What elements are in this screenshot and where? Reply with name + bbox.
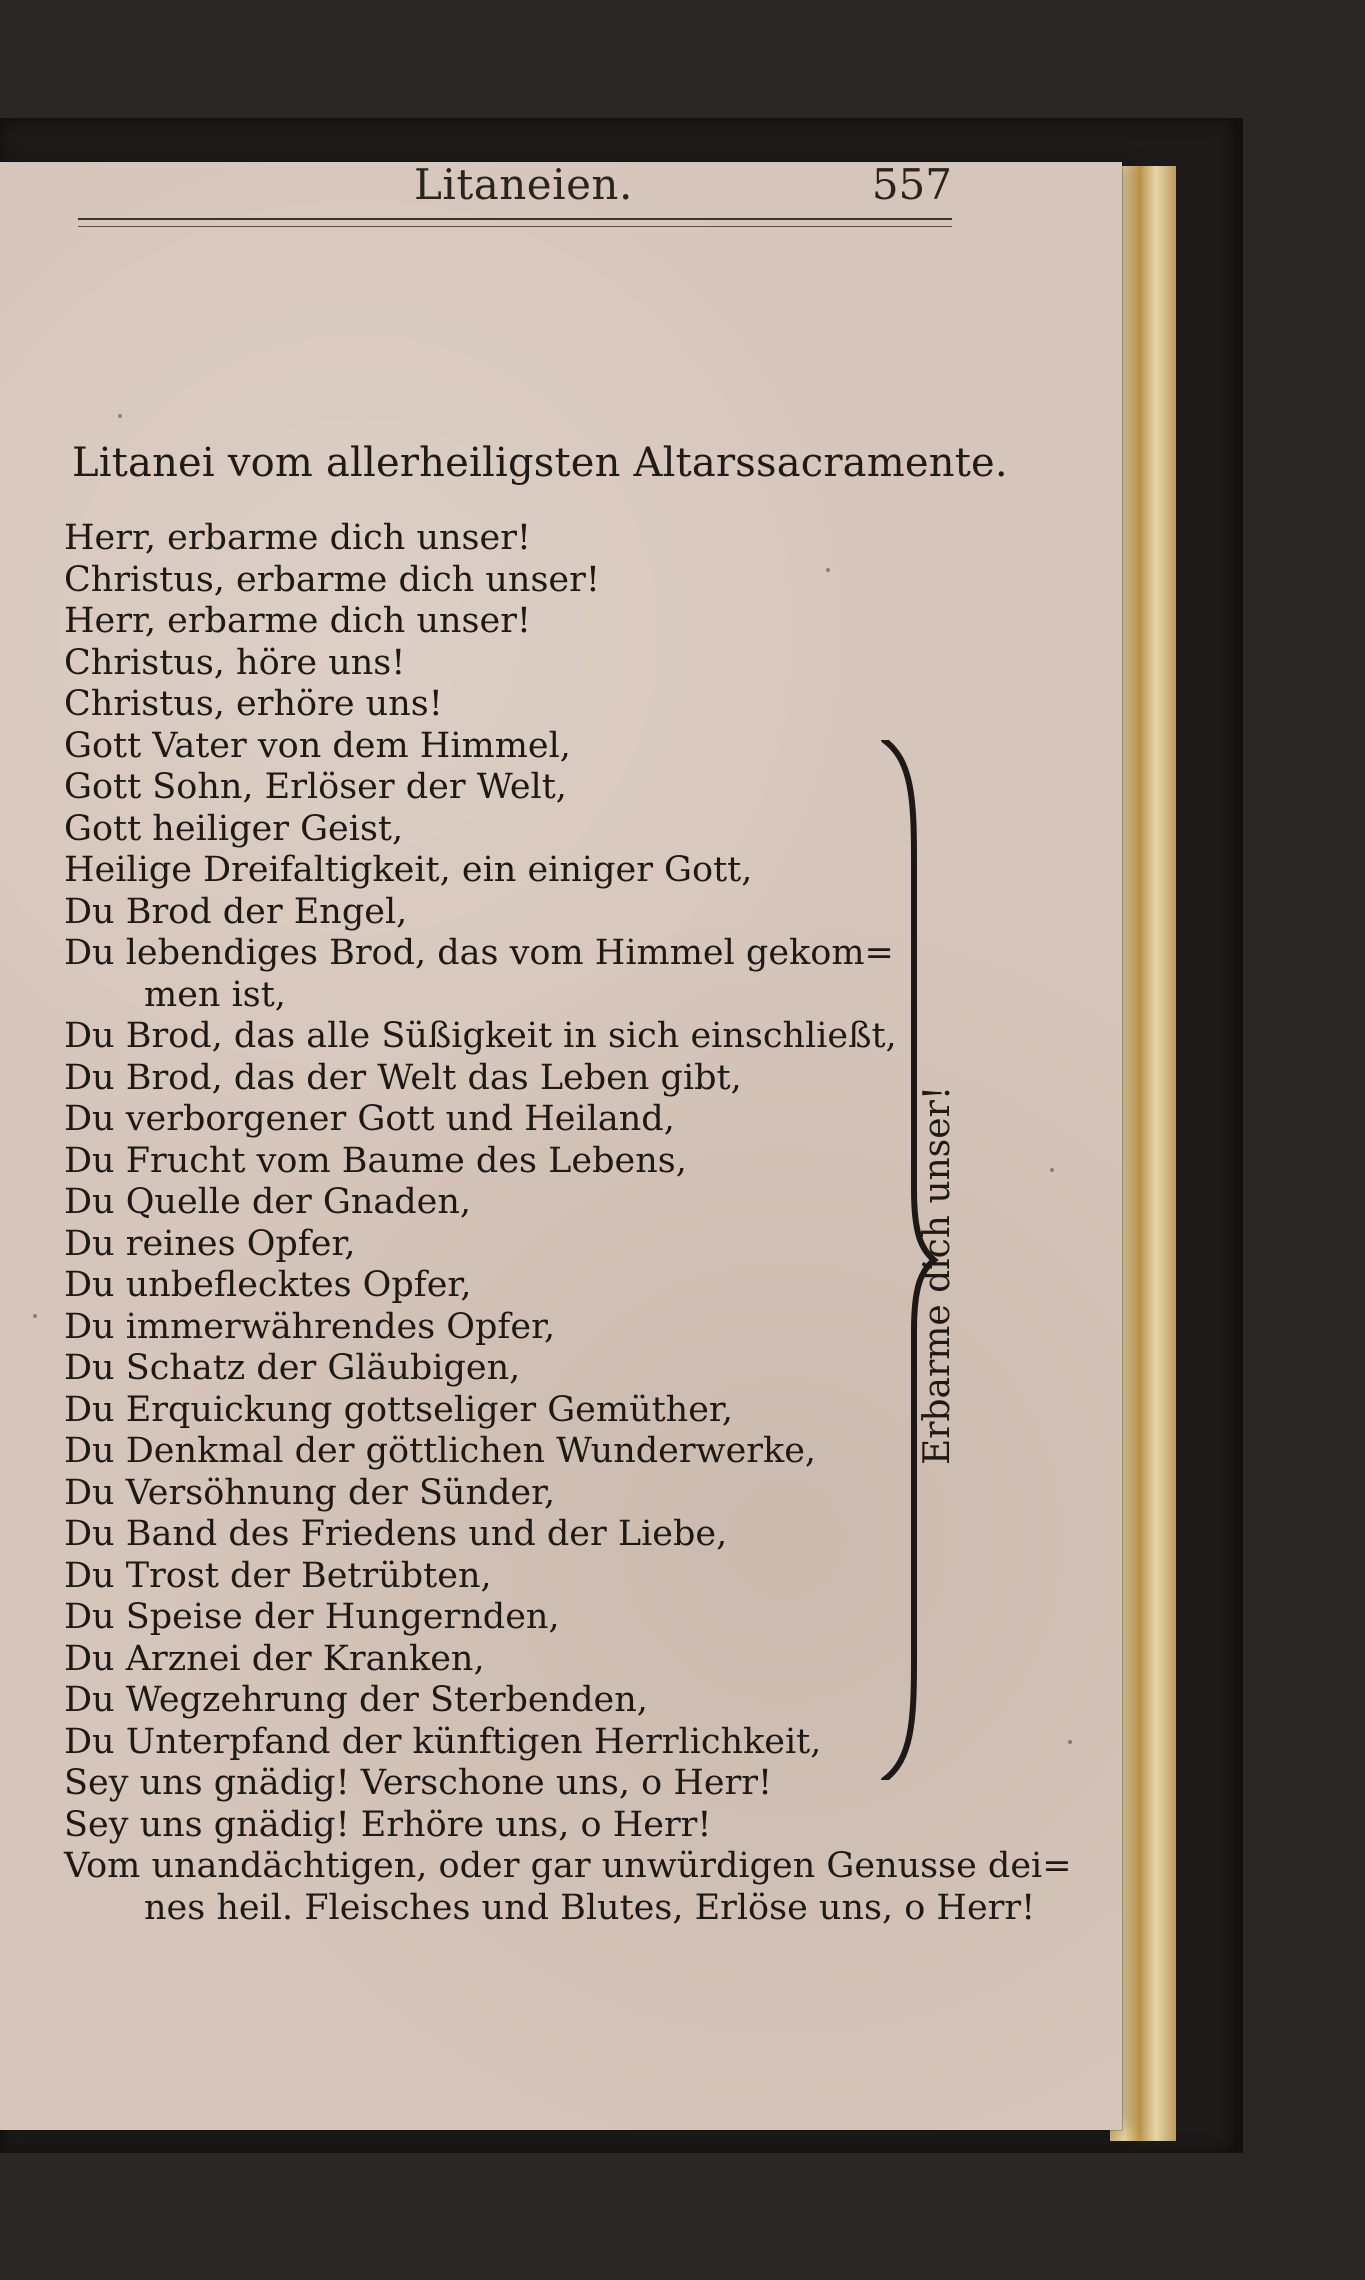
header-rule [78,218,952,220]
text-line: Vom unandächtigen, oder gar unwürdigen Genusse dei= [64,1846,1072,1886]
text-line: Christus, erbarme dich unser! [64,559,600,600]
litany-text [64,518,1072,1929]
page-number: 557 [871,160,952,209]
text-line: nes heil. Fleisches und Blutes, Erlöse uns, o Herr! [144,1887,1036,1928]
brace-response-label: Erbarme dich unser! [917,1085,958,1465]
text-line: Du Schatz der Gläubigen, [64,1348,521,1388]
litany-title: Litanei vom allerheiligsten Altarssacramente. [72,440,1008,486]
text-line: Sey uns gnädig! Verschone uns, o Herr! [64,1763,773,1803]
text-line: Christus, höre uns! [64,642,406,683]
text-line: Du Denkmal der göttlichen Wunderwerke, [64,1431,817,1471]
text-line: Du reines Opfer, [64,1223,356,1264]
text-line: Du Wegzehrung der Sterbenden, [64,1680,648,1720]
text-line: Du lebendiges Brod, das vom Himmel gekom= [64,933,894,973]
text-line: Du Brod, das der Welt das Leben gibt, [64,1057,742,1098]
text-line: Gott Sohn, Erlöser der Welt, [64,767,567,807]
running-head: Litaneien. [414,160,633,209]
text-line: Du unbeflecktes Opfer, [64,1265,472,1305]
text-line: Christus, erhöre uns! [64,684,443,724]
text-line: Du Erquickung gottseliger Gemüther, [64,1389,733,1430]
text-line: Herr, erbarme dich unser! [64,601,531,641]
text-line: Du immerwährendes Opfer, [64,1306,556,1347]
text-line: Gott Vater von dem Himmel, [64,725,571,766]
text-line: Du Unterpfand der künftigen Herrlichkeit, [64,1721,822,1762]
text-line: Herr, erbarme dich unser! [64,518,531,558]
text-line: Du Trost der Betrübten, [64,1555,492,1596]
text-line: Du Arznei der Kranken, [64,1638,485,1679]
text-line: men ist, [144,974,286,1015]
text-line: Du Frucht vom Baume des Lebens, [64,1140,687,1181]
text-line: Du verborgener Gott und Heiland, [64,1099,675,1139]
text-line: Du Band des Friedens und der Liebe, [64,1514,728,1554]
text-line: Gott heiliger Geist, [64,808,404,849]
page-header [78,160,952,230]
text-line: Du Versöhnung der Sünder, [64,1472,556,1513]
text-line: Du Brod, das alle Süßigkeit in sich einschließt, [64,1016,897,1056]
text-line: Du Speise der Hungernden, [64,1597,560,1637]
text-line: Du Brod der Engel, [64,891,408,932]
text-line: Sey uns gnädig! Erhöre uns, o Herr! [64,1804,712,1845]
text-line: Du Quelle der Gnaden, [64,1182,472,1222]
text-line: Heilige Dreifaltigkeit, ein einiger Gott, [64,850,753,890]
